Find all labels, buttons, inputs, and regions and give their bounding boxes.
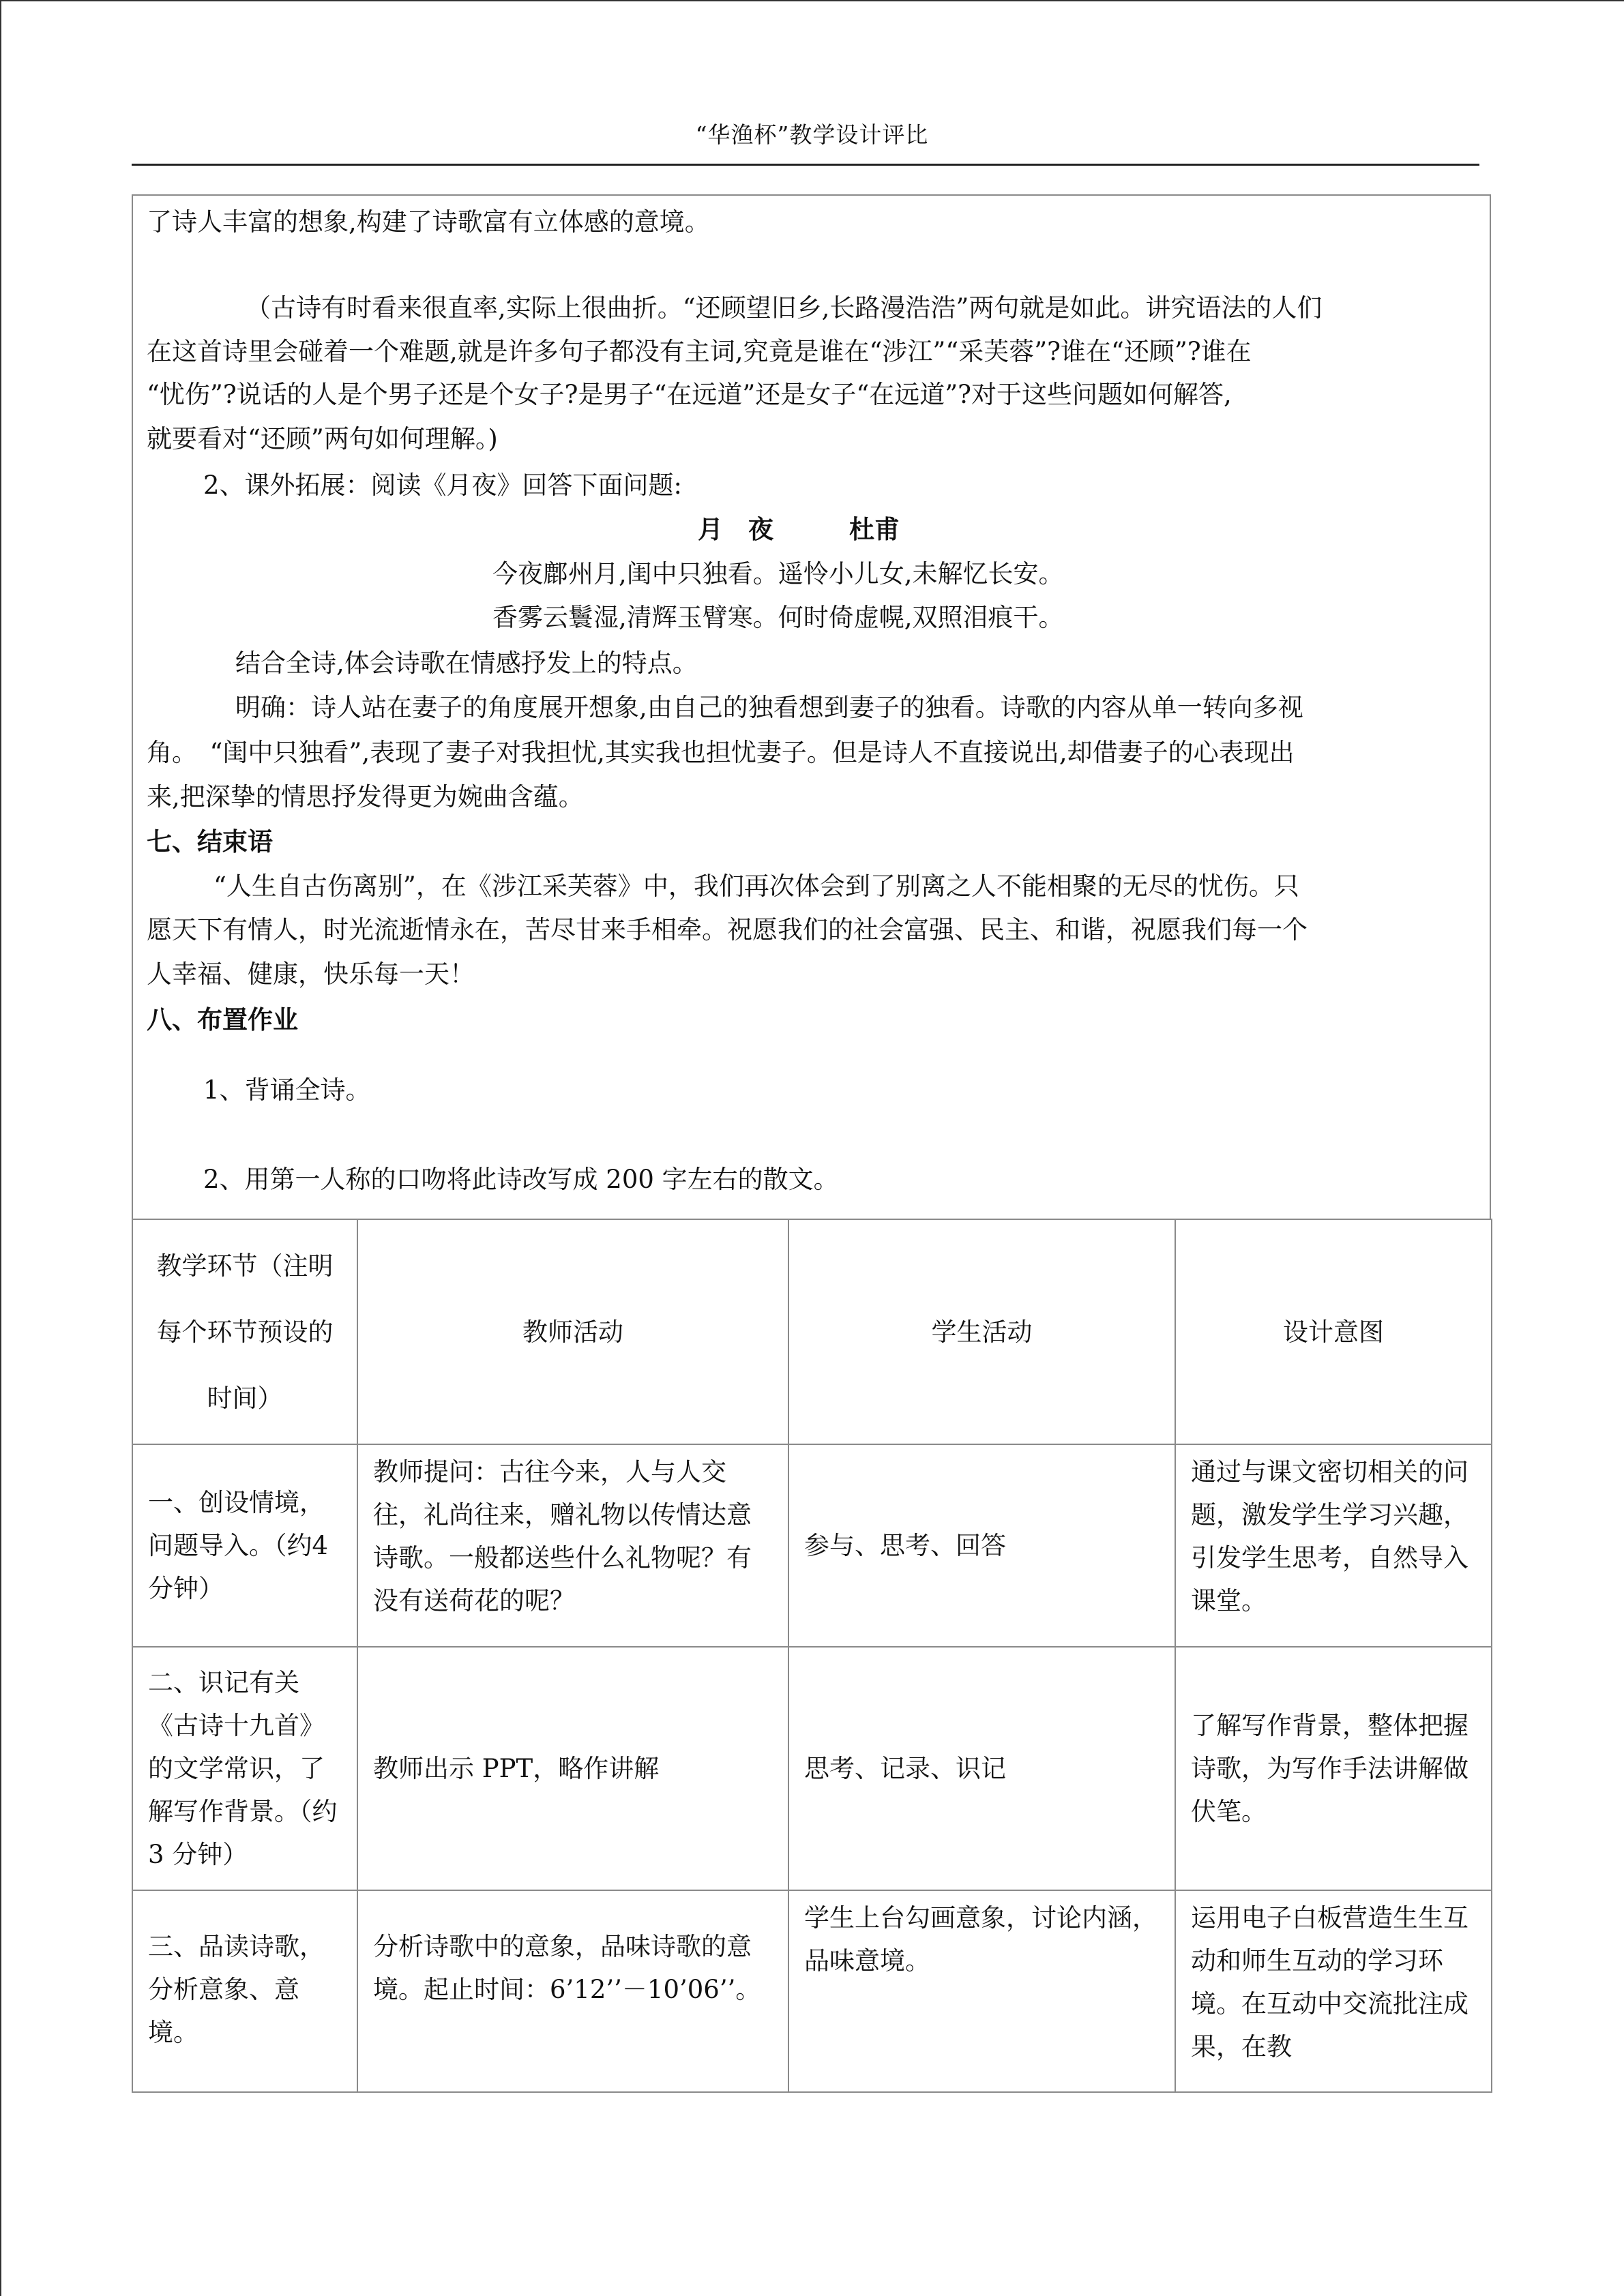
stage-cell: 三、品读诗歌，分析意象、意境。 — [132, 1890, 357, 2092]
stage-cell: 一、创设情境，问题导入。（约4 分钟） — [132, 1444, 357, 1647]
poem-line: 香雾云鬟湿,清辉玉臂寒。何时倚虚幌,双照泪痕干。 — [492, 603, 1064, 632]
teacher-activity-cell: 分析诗歌中的意象，品味诗歌的意境。起止时间：6’12’’－10’06’’。 — [357, 1890, 788, 2092]
table-row — [132, 1647, 1492, 1890]
text-line: 角。 “闺中只独看”,表现了妻子对我担忧,其实我也担忧妻子。但是诗人不直接说出,却借妻子的心表现出 — [147, 738, 1295, 767]
header-cell-stage: 教学环节（注明每个环节预设的时间） — [132, 1219, 357, 1444]
text-line: 2、课外拓展：阅读《月夜》回答下面问题: — [203, 471, 683, 500]
text-line: “忧伤”?说话的人是个男子还是个女子?是男子“在远道”还是女子“在远道”?对于这些问题如何解答, — [147, 380, 1232, 409]
text-line: 就要看对“还顾”两句如何理解。) — [147, 424, 498, 453]
table-header-row — [132, 1219, 1492, 1444]
student-activity-cell: 参与、思考、回答 — [788, 1444, 1175, 1647]
teacher-activity-cell: 教师提问：古往今来，人与人交往，礼尚往来，赠礼物以传情达意诗歌。一般都送些什么礼物呢？有没有送荷花的呢？ — [357, 1444, 788, 1647]
homework-item: 2、用第一人称的口吻将此诗改写成 200 字左右的散文。 — [203, 1165, 839, 1194]
text-line: “人生自古伤离别”，在《涉江采芙蓉》中，我们再次体会到了别离之人不能相聚的无尽的忧伤。只 — [213, 871, 1299, 901]
stage-cell: 二、识记有关《古诗十九首》的文学常识，了解写作背景。（约 3 分钟） — [132, 1647, 357, 1890]
design-intent-cell: 了解写作背景，整体把握诗歌，为写作手法讲解做伏笔。 — [1175, 1647, 1492, 1890]
text-line: 了诗人丰富的想象,构建了诗歌富有立体感的意境。 — [147, 207, 710, 237]
header-divider — [132, 164, 1479, 166]
homework-item: 1、背诵全诗。 — [203, 1075, 371, 1105]
text-line: 在这首诗里会碰着一个难题,就是许多句子都没有主词,究竟是谁在“涉江”“采芙蓉”?谁在“还顾”?谁在 — [147, 337, 1252, 366]
table-row — [132, 1444, 1492, 1647]
text-line: 明确：诗人站在妻子的角度展开想象,由自己的独看想到妻子的独看。诗歌的内容从单一转向多视 — [235, 693, 1303, 722]
student-activity-cell: 学生上台勾画意象，讨论内涵，品味意境。 — [788, 1890, 1175, 2092]
text-line: 人幸福、健康，快乐每一天！ — [147, 959, 475, 989]
design-intent-cell: 运用电子白板营造生生互动和师生互动的学习环境。在互动中交流批注成果，在教 — [1175, 1890, 1492, 2092]
text-line: （古诗有时看来很直率,实际上很曲折。“还顾望旧乡,长路漫浩浩”两句就是如此。讲究语法的人们 — [246, 293, 1323, 323]
header-cell-student: 学生活动 — [788, 1219, 1175, 1444]
lesson-plan-table — [132, 1219, 1492, 2093]
text-line: 来,把深挚的情思抒发得更为婉曲含蕴。 — [147, 782, 584, 811]
header-cell-intent: 设计意图 — [1175, 1219, 1492, 1444]
text-line: 愿天下有情人，时光流逝情永在，苦尽甘来手相牵。祝愿我们的社会富强、民主、和谐，祝愿我们每一个 — [147, 915, 1308, 944]
page-header-title: “华渔杯”教学设计评比 — [695, 121, 929, 148]
poem-title: 月 夜 杜甫 — [698, 514, 900, 544]
table-row — [132, 1890, 1492, 2092]
teacher-activity-cell: 教师出示 PPT，略作讲解 — [357, 1647, 788, 1890]
section-heading: 七、结束语 — [147, 826, 273, 856]
poem-line: 今夜鄜州月,闺中只独看。遥怜小儿女,未解忆长安。 — [492, 559, 1064, 588]
section-heading: 八、布置作业 — [147, 1004, 298, 1034]
design-intent-cell: 通过与课文密切相关的问题，激发学生学习兴趣，引发学生思考，自然导入课堂。 — [1175, 1444, 1492, 1647]
text-line: 结合全诗,体会诗歌在情感抒发上的特点。 — [235, 648, 698, 678]
student-activity-cell: 思考、记录、识记 — [788, 1647, 1175, 1890]
header-cell-teacher: 教师活动 — [357, 1219, 788, 1444]
